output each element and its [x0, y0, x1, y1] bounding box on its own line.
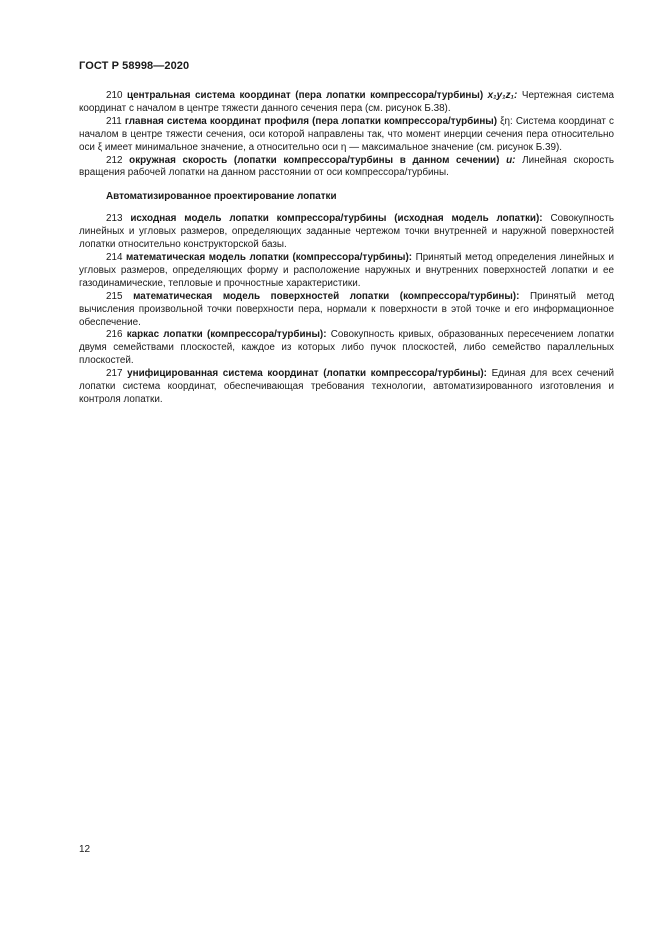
term-definition: Единая для всех сечений лопатки система координат, обеспечивающая требования технологии, автоматизированного изготовления и контроля лопатки. [79, 368, 615, 405]
term-entry-211 [79, 116, 614, 155]
term-number: 212 [106, 154, 123, 166]
term-symbol: u: [506, 154, 516, 166]
term-definition: Система координат с началом в центре тяжести сечения, оси которой направлены так, что момент инерции сечения пера относительно оси ξ имеет минимальное значение, а относительно оси η — максимальное значение (см. рисунок Б.39). [79, 115, 614, 153]
term-entry-214 [79, 252, 614, 291]
term-number: 211 [106, 115, 122, 127]
term-entry-216 [79, 329, 614, 368]
term-name: окружная скорость (лопатки компрессора/турбины в данном сечении) [129, 154, 500, 166]
term-entry-212 [79, 155, 614, 181]
term-name: главная система координат профиля (пера лопатки компрессора/турбины) [124, 115, 498, 127]
term-definition: Принятый метод определения линейных и угловых размеров, определяющих форму и расположение наружных и внутренних поверхностей лопатки и ее газодинамические, тепловые и прочностные характеристики. [79, 251, 614, 289]
term-symbol: ξη: [500, 115, 513, 127]
term-entry-210 [79, 90, 614, 116]
term-definition: Принятый метод вычисления произвольной точки поверхности пера, нормали к поверхности в этой точке и его информационное обеспечение. [79, 290, 614, 328]
term-definition: Совокупность линейных и угловых размеров, определяющих заданные чертежом точки внутренней и наружной поверхностей лопатки относительно конструкторской базы. [79, 213, 614, 251]
term-entry-213 [79, 213, 614, 252]
term-number: 217 [106, 368, 123, 380]
term-name: математическая модель поверхностей лопатки (компрессора/турбины): [133, 290, 520, 302]
term-name: каркас лопатки (компрессора/турбины): [126, 329, 327, 341]
term-number: 215 [106, 290, 123, 302]
term-definition: Линейная скорость вращения рабочей лопатки на данном расстоянии от оси компрессора/турбины. [79, 154, 615, 179]
term-number: 213 [106, 213, 123, 225]
term-name: математическая модель лопатки (компрессора/турбины): [126, 251, 413, 263]
term-name: центральная система координат (пера лопатки компрессора/турбины) [127, 90, 484, 101]
standard-code-header: ГОСТ Р 58998—2020 [79, 60, 190, 72]
term-entry-215 [79, 291, 614, 330]
term-symbol: x₁y₁z₁: [487, 90, 518, 101]
term-definition: Чертежная система координат с началом в центре тяжести данного сечения пера (см. рисунок Б.38). [79, 90, 615, 114]
term-definition: Совокупность кривых, образованных пересечением лопатки двумя семействами плоскостей, каждое из которых либо пучок плоскостей, либо семейство параллельных плоскостей. [79, 329, 615, 367]
term-name: исходная модель лопатки компрессора/турбины (исходная модель лопатки): [130, 213, 543, 225]
section-title: Автоматизированное проектирование лопатки [106, 191, 337, 203]
term-number: 216 [106, 329, 123, 341]
term-number: 214 [106, 251, 123, 263]
term-number: 210 [106, 90, 123, 101]
term-entry-217 [79, 368, 614, 407]
term-name: унифицированная система координат (лопатки компрессора/турбины): [127, 368, 487, 380]
page-content [79, 90, 614, 407]
page-number: 12 [79, 844, 91, 855]
